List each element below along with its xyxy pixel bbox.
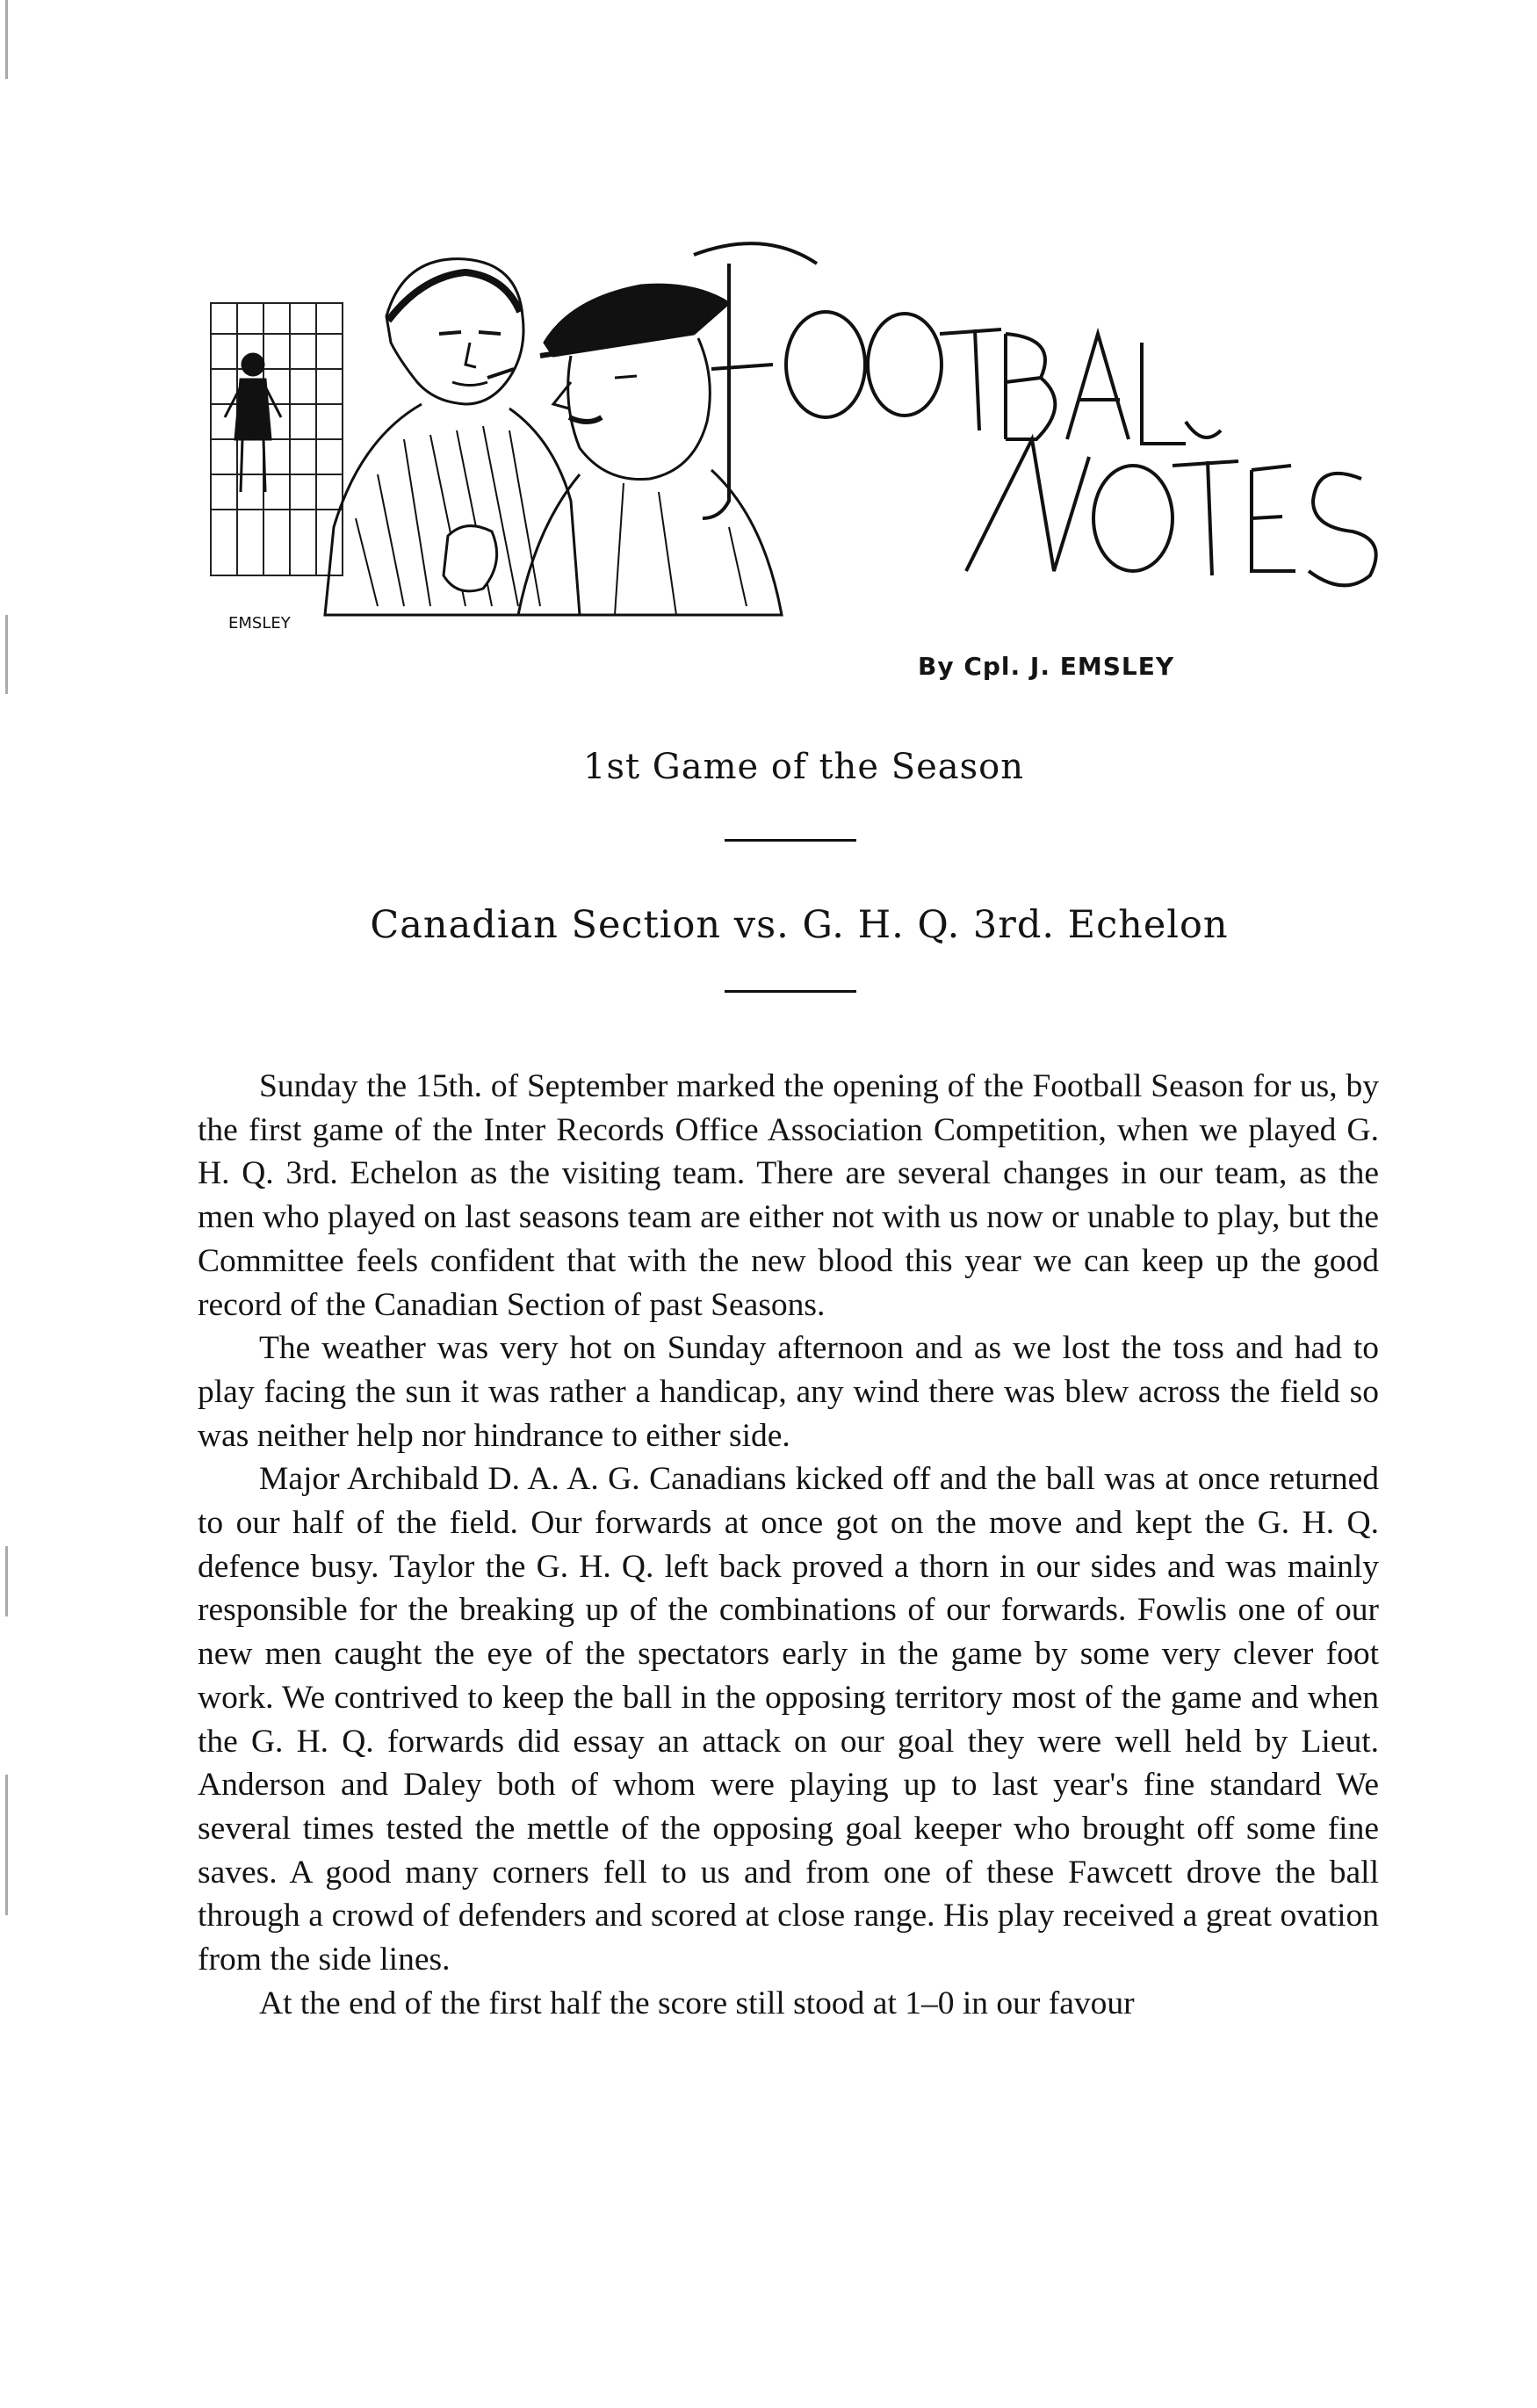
article-paragraph: Sunday the 15th. of September marked the opening of the Football Season for us, by the first game of the Inter Records Office Association Competition, when we played G. H. Q. 3rd. Echelon as the visiting team. There are several changes in our team, as the men who played on last seasons team are either not with us now or unable to play, but the Committee feels confident that with the new blood this year we can keep up the good record of the Canadian Section of past Seasons. [198,1068,1379,1323]
article-paragraph: The weather was very hot on Sunday afternoon and as we lost the toss and had to play facing the sun it was rather a handicap, any wind there was blew across the field so was neither help nor hindrance to either side. [198,1330,1379,1454]
artist-signature: EMSLEY [228,614,291,633]
scan-edge-mark [5,1775,8,1915]
header-illustration [202,237,1396,694]
goalkeeper-figure [225,354,281,492]
byline: By Cpl. J. EMSLEY [918,652,1175,681]
scan-edge-mark [5,0,8,79]
match-title: Canadian Section vs. G. H. Q. 3rd. Echelon [370,903,1229,947]
divider-rule [725,990,856,993]
scan-edge-mark [5,615,8,694]
goal-net-illustration [211,303,343,575]
footballer-sketch [325,259,580,615]
game-title: 1st Game of the Season [583,747,1024,787]
scan-edge-mark [5,1546,8,1616]
article-paragraph: At the end of the first half the score still stood at 1–0 in our favour [259,1985,1135,2021]
article-body [198,1065,1379,2025]
officer-sketch [518,285,782,615]
football-notes-title-art [694,243,1376,585]
article-paragraph: Major Archibald D. A. A. G. Canadians kicked off and the ball was at once returned to our half of the field. Our forwards at once got on the move and kept the G. H. Q. defence busy. Taylor the G. H. Q. left back proved a thorn in our sides and was mainly responsible for the breaking up of the combinations of our forwards. Fowlis one of our new men caught the eye of the spectators early in the game by some very clever foot work. We contrived to keep the ball in the opposing territory most of the game and when the G. H. Q. forwards did essay an attack on our goal they were well held by Lieut. Anderson and Daley both of whom were playing up to last year's fine standard We several times tested the mettle of the opposing goal keeper who brought off some fine saves. A good many corners fell to us and from one of these Fawcett drove the ball through a crowd of defenders and scored at close range. His play received a great ovation from the side lines. [198,1461,1379,1978]
divider-rule [725,839,856,842]
